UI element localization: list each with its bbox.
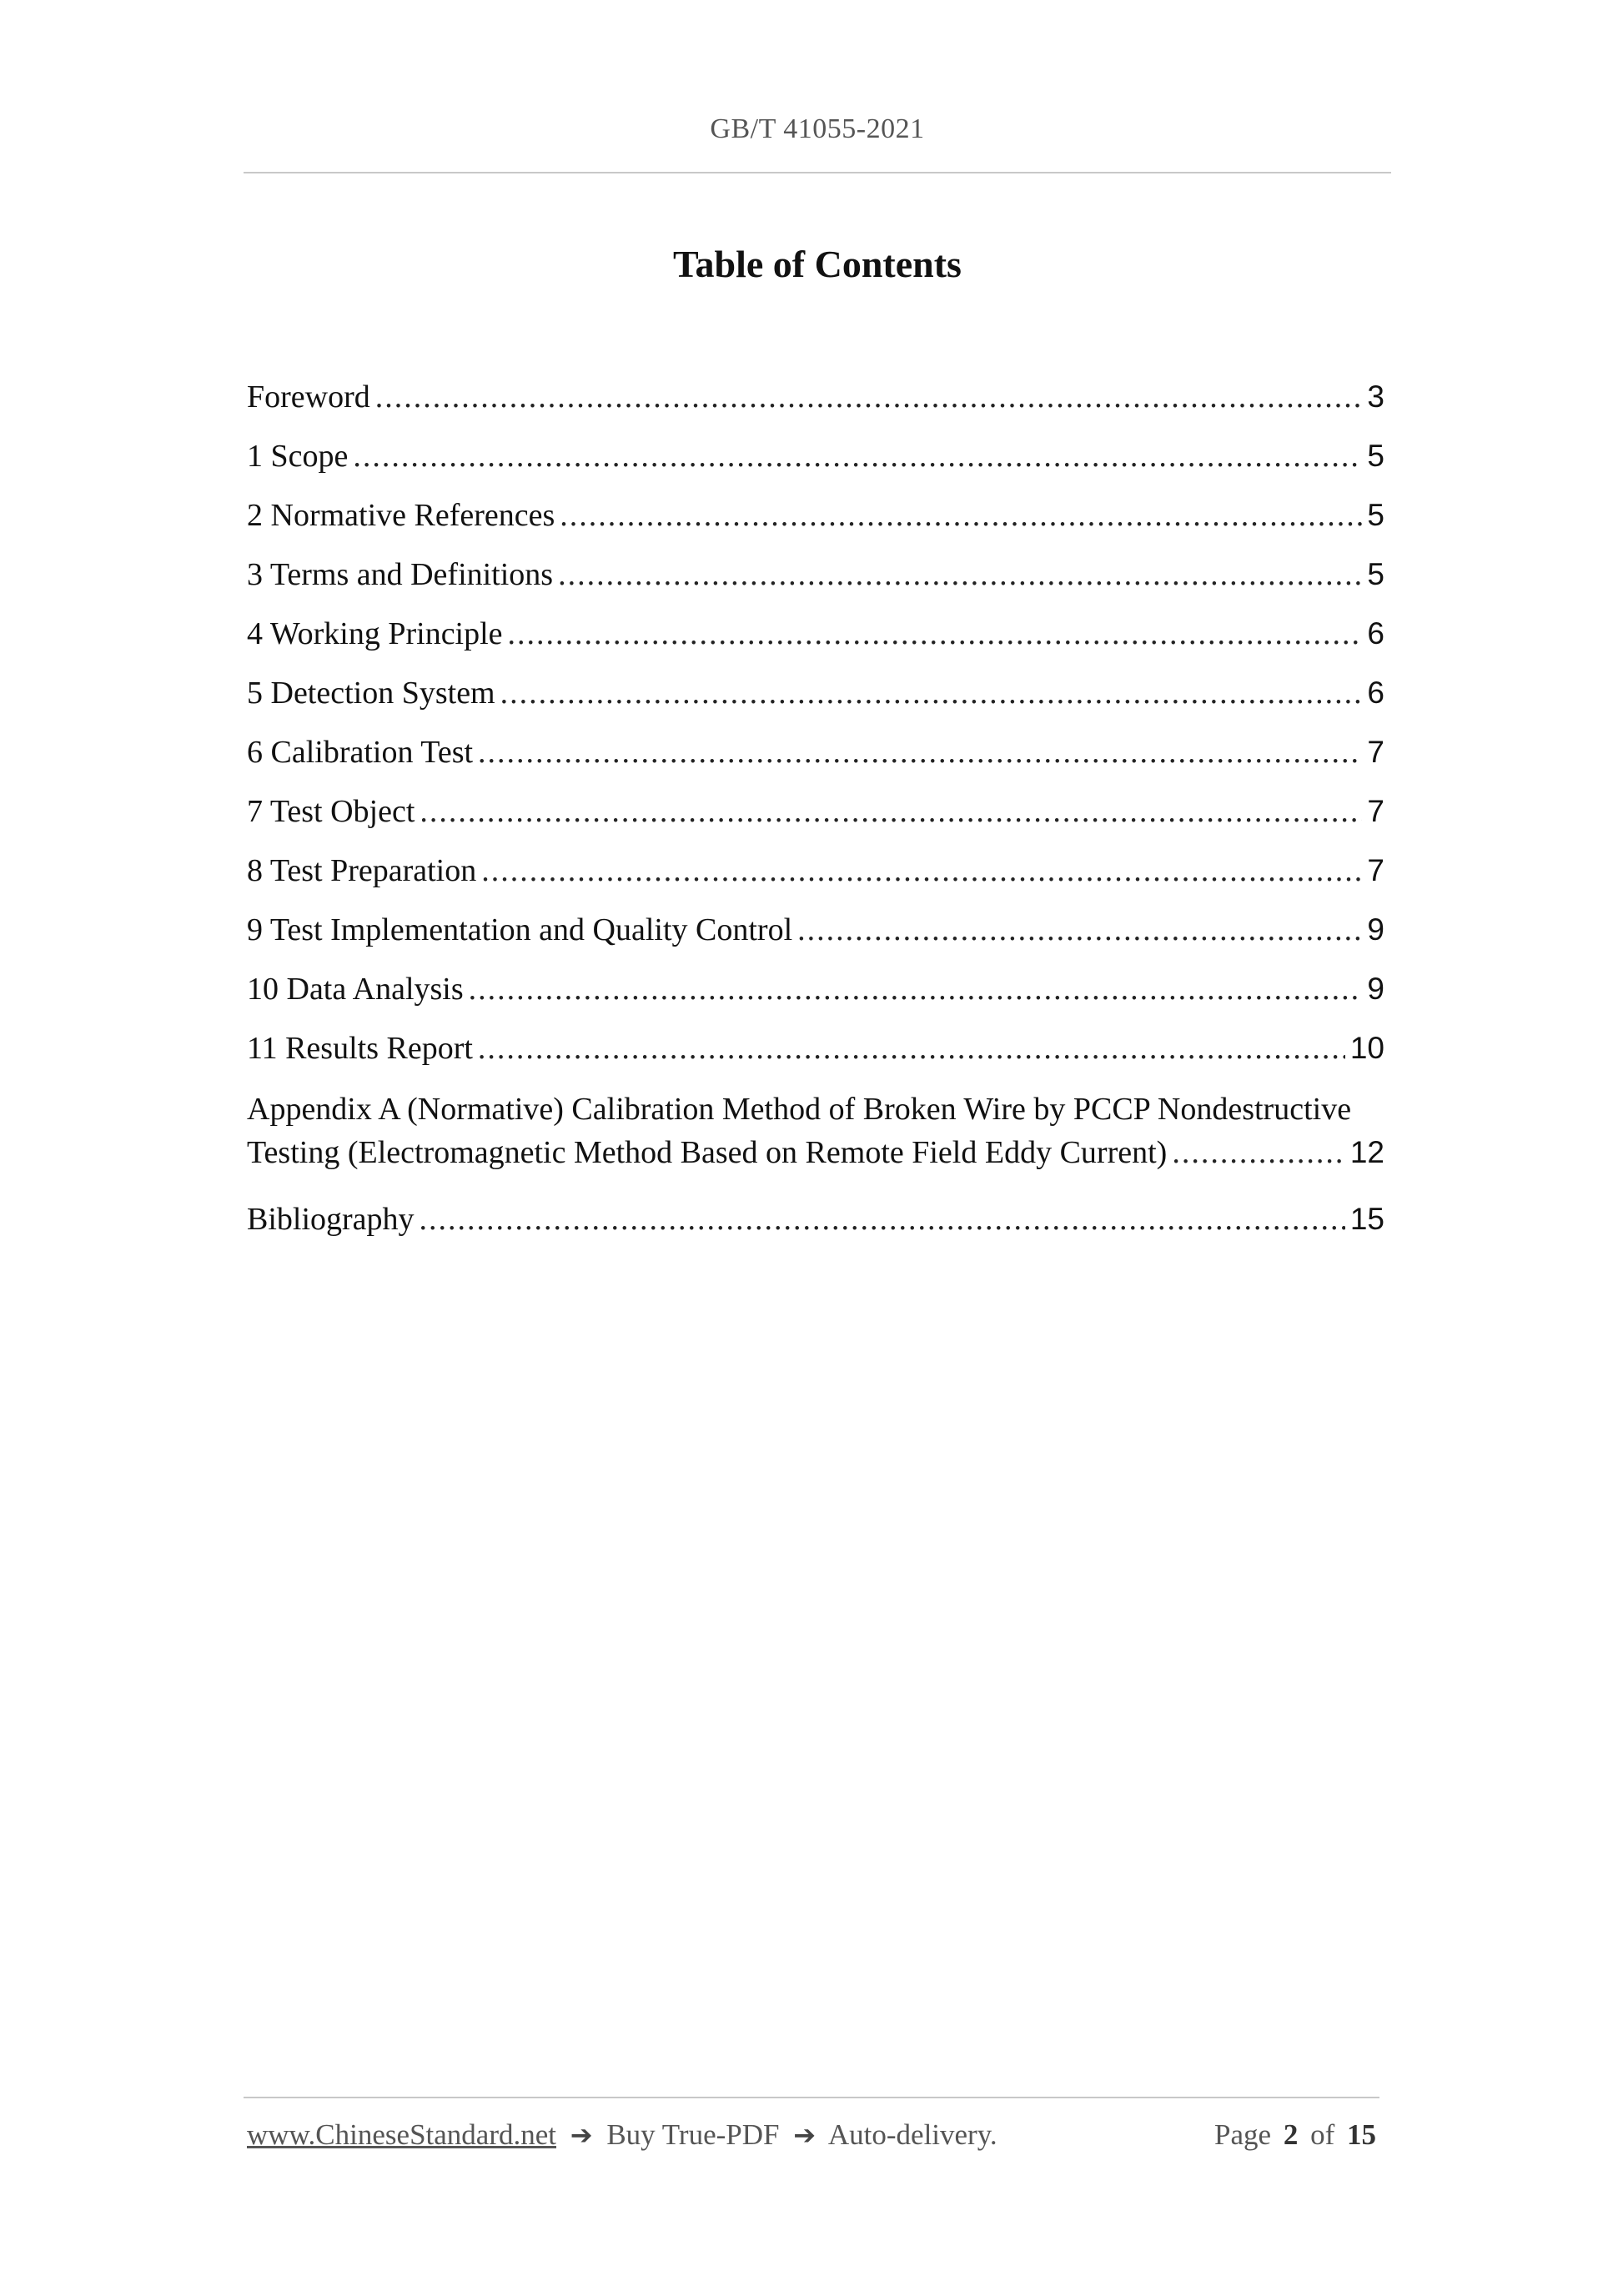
toc-entry-label: 6 Calibration Test [247, 735, 474, 770]
toc-entry-label: 5 Detection System [247, 676, 495, 711]
toc-entry-label: Bibliography [247, 1202, 415, 1237]
toc-entry-label: 7 Test Object [247, 794, 415, 829]
toc-leader-dots [353, 427, 1362, 486]
toc-entry-label: 8 Test Preparation [247, 853, 477, 888]
footer-step-buy: Buy True-PDF [606, 2118, 780, 2151]
toc-leader-dots [420, 782, 1362, 842]
toc-leader-dots [481, 842, 1362, 901]
toc-entry-page: 5 [1367, 439, 1384, 473]
toc-entry-label: 9 Test Implementation and Quality Control [247, 912, 793, 947]
toc-entry-page: 3 [1367, 379, 1384, 414]
toc-leader-dots [508, 605, 1363, 664]
page-current: 2 [1283, 2118, 1299, 2151]
toc-leader-dots [478, 723, 1362, 782]
toc-leader-dots [558, 545, 1362, 605]
website-link[interactable]: www.ChineseStandard.net [247, 2118, 556, 2151]
toc-entry-bibliography[interactable] [247, 1189, 1384, 1248]
toc-entry-label: 10 Data Analysis [247, 972, 464, 1007]
toc-entry-page: 10 [1349, 1031, 1384, 1065]
toc-leader-dots [560, 486, 1362, 545]
toc-leader-dots [797, 901, 1362, 960]
toc-entry-label: 2 Normative References [247, 498, 555, 533]
footer-promo [247, 2118, 997, 2152]
toc-leader-dots [478, 1019, 1345, 1078]
toc-entry-calibration-test[interactable] [247, 722, 1384, 781]
page-title: Table of Contents [673, 243, 962, 285]
header-divider [244, 172, 1391, 173]
toc-entry-page: 6 [1367, 676, 1384, 710]
toc-entry-data-analysis[interactable] [247, 959, 1384, 1018]
toc-entry-page: 7 [1367, 794, 1384, 828]
toc-entry-label-line2: Testing (Electromagnetic Method Based on Remote Field Eddy Current) [247, 1135, 1168, 1170]
toc-leader-dots [500, 664, 1363, 723]
toc-leader-dots [1172, 1131, 1345, 1174]
toc-leader-dots [375, 368, 1363, 427]
arrow-right-icon: ➔ [793, 2119, 817, 2151]
toc-entry-test-preparation[interactable] [247, 841, 1384, 900]
toc-entry-label: 1 Scope [247, 439, 349, 474]
toc-leader-dots [469, 960, 1363, 1019]
toc-entry-test-implementation[interactable] [247, 900, 1384, 959]
toc-entry-label: Foreword [247, 379, 370, 414]
toc-entry-label-line1: Appendix A (Normative) Calibration Method of Broken Wire by PCCP Nondestructive [247, 1092, 1352, 1127]
toc-entry-scope[interactable] [247, 426, 1384, 485]
toc-entry-label: 11 Results Report [247, 1031, 473, 1066]
toc-entry-foreword[interactable] [247, 367, 1384, 426]
footer-divider [244, 2097, 1379, 2098]
document-header: GB/T 41055-2021 [710, 113, 925, 144]
page-of: of [1310, 2118, 1335, 2151]
toc-entry-detection-system[interactable] [247, 663, 1384, 722]
toc-entry-page: 12 [1349, 1135, 1384, 1169]
table-of-contents [247, 367, 1384, 1248]
page-number [1209, 2118, 1376, 2152]
toc-entry-label: 3 Terms and Definitions [247, 557, 554, 592]
page-total: 15 [1347, 2118, 1376, 2151]
toc-entry-page: 9 [1367, 912, 1384, 947]
toc-entry-results-report[interactable] [247, 1018, 1384, 1078]
toc-entry-working-principle[interactable] [247, 604, 1384, 663]
toc-entry-page: 7 [1367, 853, 1384, 887]
toc-entry-normative-references[interactable] [247, 485, 1384, 545]
toc-entry-page: 5 [1367, 498, 1384, 532]
toc-entry-page: 9 [1367, 972, 1384, 1006]
toc-entry-page: 5 [1367, 557, 1384, 591]
toc-entry-appendix-a[interactable] [247, 1078, 1384, 1189]
footer-step-delivery: Auto-delivery. [827, 2118, 997, 2151]
page-footer [247, 2118, 1376, 2152]
toc-entry-page: 15 [1349, 1202, 1384, 1236]
toc-entry-test-object[interactable] [247, 781, 1384, 841]
toc-entry-page: 6 [1367, 616, 1384, 651]
toc-leader-dots [420, 1190, 1345, 1249]
toc-entry-terms-and-definitions[interactable] [247, 545, 1384, 604]
toc-entry-page: 7 [1367, 735, 1384, 769]
toc-entry-label: 4 Working Principle [247, 616, 503, 651]
page-label: Page [1214, 2118, 1272, 2151]
arrow-right-icon: ➔ [570, 2119, 593, 2151]
